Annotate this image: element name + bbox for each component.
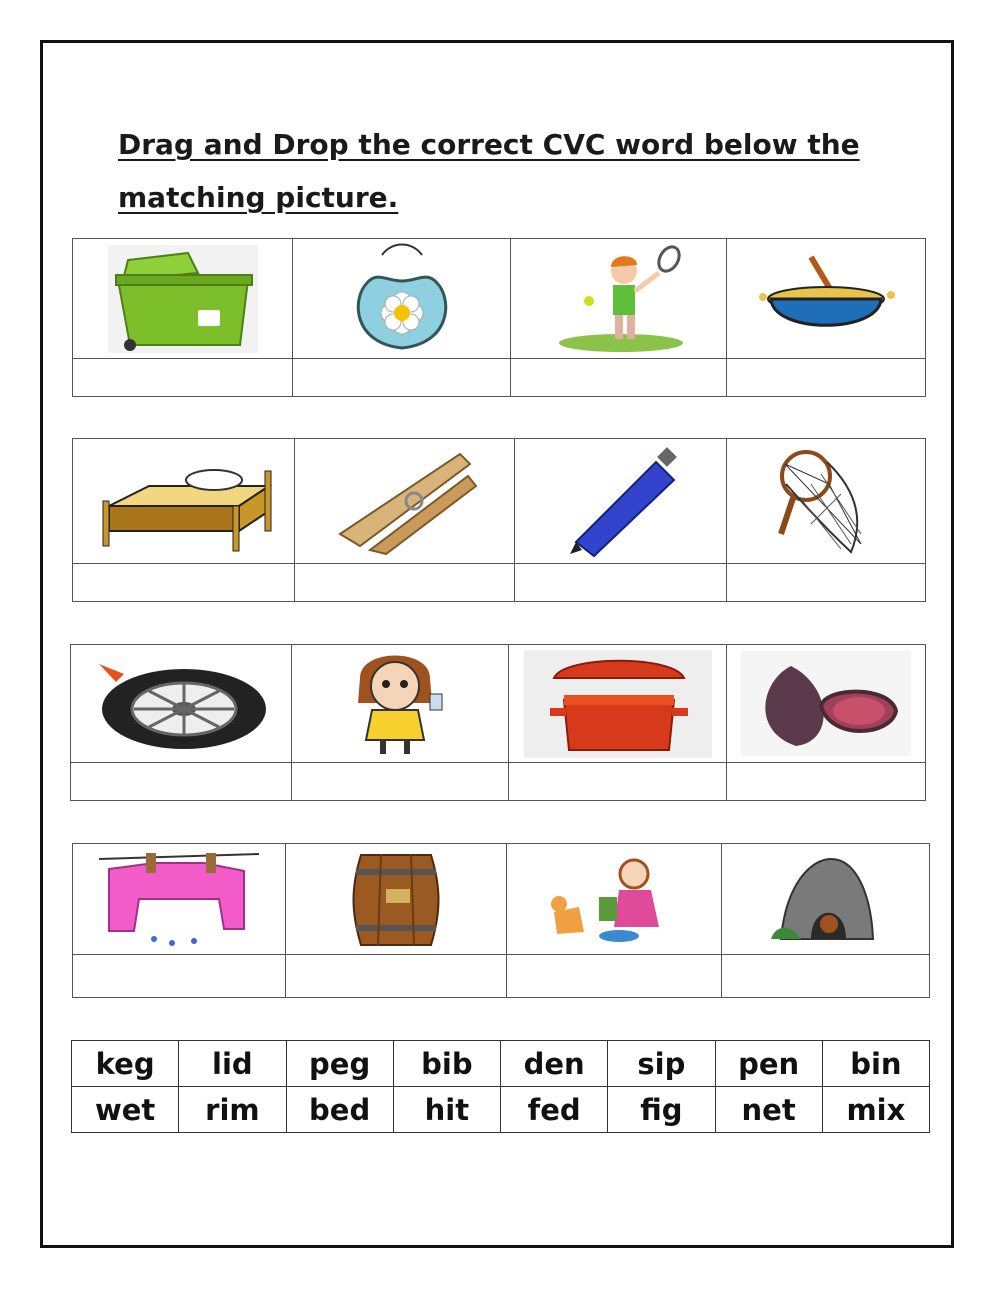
picture-cell — [727, 439, 926, 564]
bed-icon — [89, 446, 279, 556]
sip-icon — [320, 648, 480, 760]
word-tile[interactable]: lid — [179, 1041, 286, 1087]
drop-slot[interactable] — [515, 564, 727, 602]
picture-cell — [73, 239, 293, 359]
pen-icon — [556, 444, 686, 559]
word-tile[interactable]: peg — [286, 1041, 393, 1087]
fig-icon — [741, 651, 911, 756]
word-bank-row-2 — [72, 1087, 930, 1133]
word-tile[interactable]: fed — [501, 1087, 608, 1133]
picture-cell — [295, 439, 515, 564]
bib-icon — [347, 243, 457, 355]
drop-slot[interactable] — [507, 955, 722, 998]
drop-slot[interactable] — [73, 564, 295, 602]
picture-cell — [286, 844, 507, 955]
instructions-line-2: matching picture. — [118, 181, 399, 214]
peg-icon — [330, 446, 480, 556]
drop-slot[interactable] — [71, 763, 292, 801]
word-tile[interactable]: keg — [72, 1041, 179, 1087]
picture-table-4 — [72, 843, 930, 998]
picture-table-2 — [72, 438, 926, 602]
picture-table-1 — [72, 238, 926, 397]
picture-cell — [722, 844, 930, 955]
fed-icon — [539, 852, 689, 947]
drop-slot[interactable] — [511, 359, 727, 397]
word-tile[interactable]: rim — [179, 1087, 286, 1133]
drop-slot[interactable] — [293, 359, 511, 397]
drop-slot[interactable] — [722, 955, 930, 998]
bin-icon — [108, 245, 258, 353]
word-tile[interactable]: hit — [393, 1087, 500, 1133]
drop-slot[interactable] — [286, 955, 507, 998]
instructions-line-1: Drag and Drop the correct CVC word below the — [118, 128, 860, 161]
picture-cell — [511, 239, 727, 359]
wet-icon — [94, 849, 264, 949]
picture-cell — [73, 844, 286, 955]
keg-icon — [346, 847, 446, 952]
drop-slot[interactable] — [727, 564, 926, 602]
drop-slot[interactable] — [73, 955, 286, 998]
lid-icon — [524, 650, 712, 758]
picture-cell — [515, 439, 727, 564]
den-icon — [771, 854, 881, 944]
drop-slot[interactable] — [292, 763, 509, 801]
word-bank-row-1 — [72, 1041, 930, 1087]
drop-slot[interactable] — [509, 763, 727, 801]
word-tile[interactable]: bin — [822, 1041, 929, 1087]
word-tile[interactable]: pen — [715, 1041, 822, 1087]
picture-cell — [71, 645, 292, 763]
drop-slot[interactable] — [295, 564, 515, 602]
picture-cell — [727, 645, 926, 763]
word-tile[interactable]: fig — [608, 1087, 715, 1133]
word-tile[interactable]: sip — [608, 1041, 715, 1087]
word-tile[interactable]: bed — [286, 1087, 393, 1133]
picture-table-3 — [70, 644, 926, 801]
word-tile[interactable]: wet — [72, 1087, 179, 1133]
drop-slot[interactable] — [73, 359, 293, 397]
picture-cell — [507, 844, 722, 955]
drop-slot[interactable] — [727, 763, 926, 801]
word-tile[interactable]: bib — [393, 1041, 500, 1087]
mix-icon — [751, 249, 901, 349]
instructions — [118, 118, 898, 224]
picture-cell — [293, 239, 511, 359]
drop-slot[interactable] — [727, 359, 926, 397]
picture-cell — [292, 645, 509, 763]
word-bank — [71, 1040, 930, 1133]
word-tile[interactable]: mix — [822, 1087, 929, 1133]
picture-cell — [509, 645, 727, 763]
hit-icon — [549, 243, 689, 355]
word-tile[interactable]: den — [501, 1041, 608, 1087]
picture-cell — [73, 439, 295, 564]
picture-cell — [727, 239, 926, 359]
word-tile[interactable]: net — [715, 1087, 822, 1133]
rim-icon — [94, 654, 269, 754]
net-icon — [771, 444, 881, 559]
